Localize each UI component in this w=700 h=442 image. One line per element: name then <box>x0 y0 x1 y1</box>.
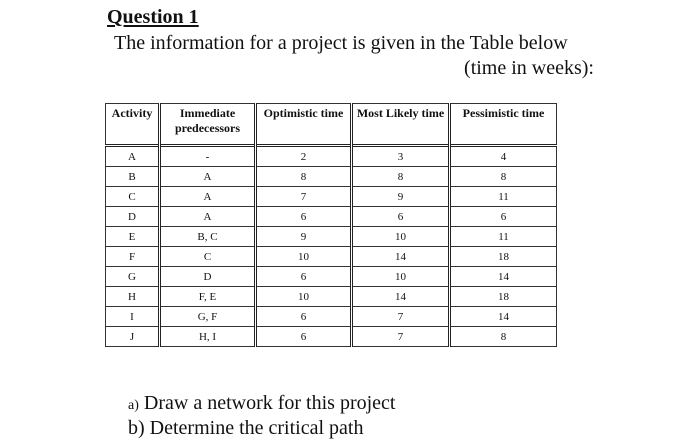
table-row <box>106 287 557 307</box>
question-heading: Question 1 <box>107 6 199 28</box>
cell-pessimistic: 14 <box>450 307 557 327</box>
cell-optimistic: 6 <box>256 327 352 347</box>
table-row <box>106 207 557 227</box>
cell-predecessors: - <box>160 146 256 167</box>
header-activity: Activity <box>106 104 160 146</box>
cell-predecessors: G, F <box>160 307 256 327</box>
cell-predecessors: C <box>160 247 256 267</box>
cell-most-likely: 7 <box>352 307 450 327</box>
cell-predecessors: A <box>160 187 256 207</box>
cell-pessimistic: 8 <box>450 167 557 187</box>
cell-activity: I <box>106 307 160 327</box>
table-header-row <box>106 104 557 146</box>
cell-optimistic: 7 <box>256 187 352 207</box>
cell-pessimistic: 11 <box>450 227 557 247</box>
table-row <box>106 227 557 247</box>
cell-predecessors: D <box>160 267 256 287</box>
cell-predecessors: B, C <box>160 227 256 247</box>
cell-activity: D <box>106 207 160 227</box>
time-units-note: (time in weeks): <box>464 57 594 79</box>
cell-activity: J <box>106 327 160 347</box>
cell-activity: C <box>106 187 160 207</box>
cell-optimistic: 2 <box>256 146 352 167</box>
cell-predecessors: A <box>160 207 256 227</box>
table-row <box>106 247 557 267</box>
cell-pessimistic: 8 <box>450 327 557 347</box>
question-a <box>128 391 395 418</box>
table-row <box>106 146 557 167</box>
cell-optimistic: 6 <box>256 207 352 227</box>
cell-optimistic: 10 <box>256 287 352 307</box>
cell-most-likely: 6 <box>352 207 450 227</box>
cell-activity: G <box>106 267 160 287</box>
cell-most-likely: 14 <box>352 287 450 307</box>
cell-predecessors: F, E <box>160 287 256 307</box>
header-optimistic-time: Optimistic time <box>256 104 352 146</box>
cell-most-likely: 8 <box>352 167 450 187</box>
cell-activity: A <box>106 146 160 167</box>
table-body <box>106 146 557 347</box>
cell-most-likely: 14 <box>352 247 450 267</box>
cell-pessimistic: 14 <box>450 267 557 287</box>
cell-most-likely: 7 <box>352 327 450 347</box>
cell-optimistic: 6 <box>256 267 352 287</box>
question-a-text: Draw a network for this project <box>143 392 396 414</box>
question-intro: The information for a project is given in the Table below <box>114 32 568 54</box>
cell-predecessors: A <box>160 167 256 187</box>
cell-pessimistic: 18 <box>450 247 557 267</box>
table-row <box>106 187 557 207</box>
table-row <box>106 307 557 327</box>
cell-most-likely: 3 <box>352 146 450 167</box>
cell-pessimistic: 6 <box>450 207 557 227</box>
cell-optimistic: 8 <box>256 167 352 187</box>
activity-table <box>105 103 557 347</box>
table-row <box>106 167 557 187</box>
cell-most-likely: 10 <box>352 227 450 247</box>
cell-most-likely: 9 <box>352 187 450 207</box>
cell-activity: B <box>106 167 160 187</box>
cell-activity: H <box>106 287 160 307</box>
cell-predecessors: H, I <box>160 327 256 347</box>
cell-optimistic: 10 <box>256 247 352 267</box>
table-row <box>106 267 557 287</box>
cell-most-likely: 10 <box>352 267 450 287</box>
cell-activity: E <box>106 227 160 247</box>
cell-pessimistic: 4 <box>450 146 557 167</box>
question-a-label: a) <box>128 398 139 413</box>
header-immediate-predecessors: Immediate predecessors <box>160 104 256 146</box>
question-b: b) Determine the critical path <box>128 417 364 439</box>
cell-optimistic: 9 <box>256 227 352 247</box>
header-most-likely-time: Most Likely time <box>352 104 450 146</box>
header-pessimistic-time: Pessimistic time <box>450 104 557 146</box>
cell-pessimistic: 11 <box>450 187 557 207</box>
table-row <box>106 327 557 347</box>
cell-activity: F <box>106 247 160 267</box>
cell-pessimistic: 18 <box>450 287 557 307</box>
cell-optimistic: 6 <box>256 307 352 327</box>
